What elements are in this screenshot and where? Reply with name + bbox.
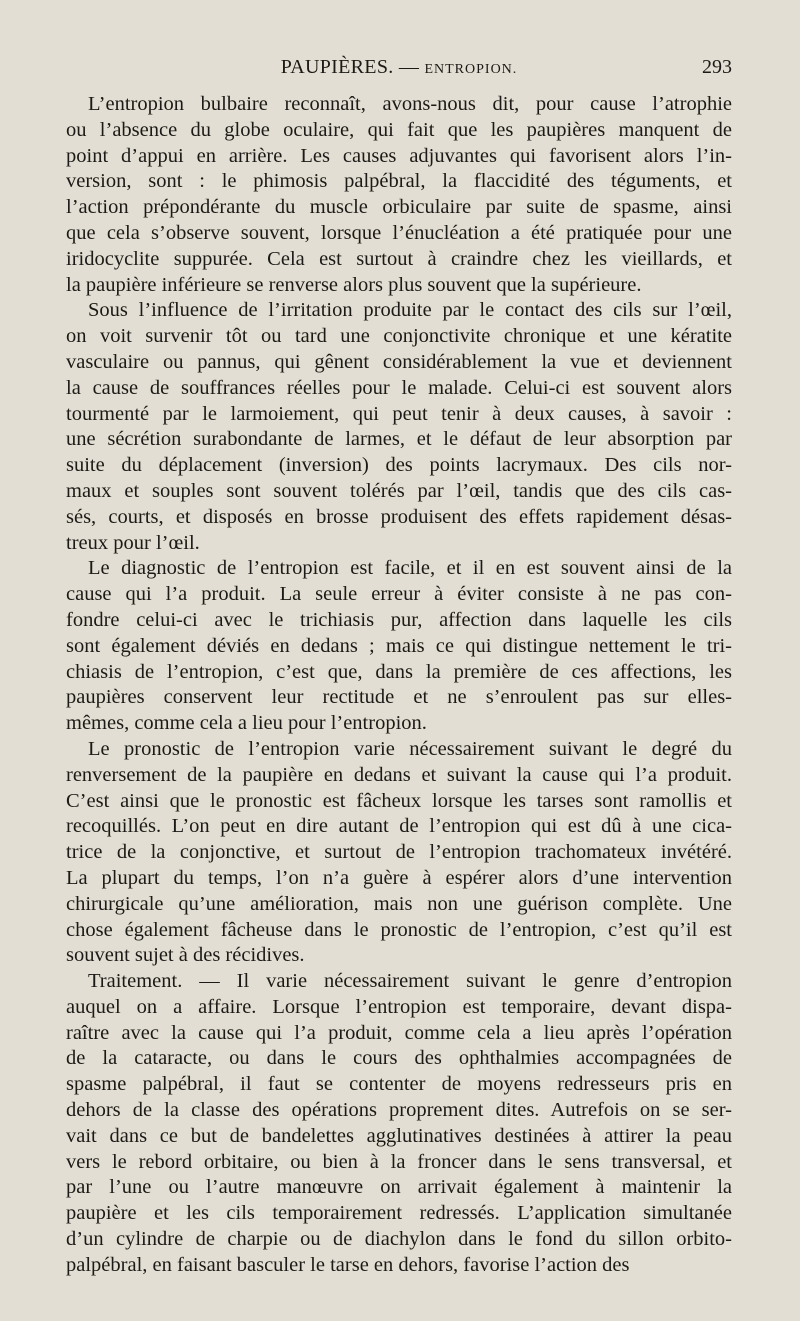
text-line: Traitement. — Il varie nécessairement suivant le genre d’entropion [88, 970, 732, 993]
text-line: Sous l’influence de l’irritation produite par le contact des cils sur l’œil, [88, 299, 732, 322]
text-line: dehors de la classe des opérations proprement dites. Autrefois on se ser- [66, 1099, 732, 1122]
text-line: vasculaire ou pannus, qui gênent considérablement la vue et deviennent [66, 350, 732, 373]
text-line: par l’une ou l’autre manœuvre on arrivait également à maintenir la [66, 1176, 732, 1199]
text-line: paupière et les cils temporairement redressés. L’application simultanée [66, 1202, 732, 1225]
text-line: treux pour l’œil. [66, 531, 200, 554]
text-line: Le pronostic de l’entropion varie nécessairement suivant le degré du [88, 737, 732, 760]
text-line: de la cataracte, ou dans le cours des ophthalmies accompagnées de [66, 1047, 732, 1070]
text-line: L’entropion bulbaire reconnaît, avons-nous dit, pour cause l’atrophie [88, 93, 732, 115]
text-line: paupières conservent leur rectitude et ne s’enroulent pas sur elles- [66, 686, 732, 709]
text-line: chirurgicale qu’une amélioration, mais non une guérison complète. Une [66, 892, 732, 915]
running-title-text: PAUPIÈRES. — [280, 56, 425, 78]
text-line: Le diagnostic de l’entropion est facile, et il en est souvent ainsi de la [88, 557, 732, 580]
text-line: sont également déviés en dedans ; mais ce qui distingue nettement le tri- [66, 634, 732, 657]
text-line: une sécrétion surabondante de larmes, et le défaut de leur absorption par [66, 428, 732, 451]
running-subtitle: ENTROPION. [424, 62, 518, 77]
text-line: maux et souples sont souvent tolérés par l’œil, tandis que des cils cas- [66, 479, 732, 502]
text-line: sés, courts, et disposés en brosse produisent des effets rapidement désas- [66, 505, 732, 528]
text-line: spasme palpébral, il faut se contenter de moyens redresseurs pris en [66, 1073, 732, 1096]
text-line: souvent sujet à des récidives. [66, 944, 305, 967]
text-line: ou l’absence du globe oculaire, qui fait que les paupières manquent de [66, 118, 732, 141]
paragraph [66, 298, 732, 556]
text-line: C’est ainsi que le pronostic est fâcheux lorsque les tarses sont ramollis et [66, 789, 732, 812]
text-line: palpébral, en faisant basculer le tarse en dehors, favorise l’action des [66, 1253, 630, 1276]
text-line: l’action prépondérante du muscle orbiculaire par suite de spasme, ainsi [66, 196, 732, 219]
page-number: 293 [702, 56, 732, 78]
body-text [66, 92, 732, 1279]
running-header [66, 56, 732, 86]
text-line: chose également fâcheuse dans le pronostic de l’entropion, c’est qu’il est [66, 918, 732, 941]
text-line: tourmenté par le larmoiement, qui peut tenir à deux causes, à savoir : [66, 402, 732, 425]
text-line: raître avec la cause qui l’a produit, comme cela a lieu après l’opération [66, 1021, 732, 1044]
text-line: auquel on a affaire. Lorsque l’entropion est temporaire, devant dispa- [66, 995, 732, 1018]
text-line: fondre celui-ci avec le trichiasis pur, affection dans laquelle les cils [66, 608, 732, 631]
text-line: chiasis de l’entropion, c’est que, dans la première de ces affections, les [66, 660, 732, 683]
text-line: iridocyclite suppurée. Cela est surtout à craindre chez les vieillards, et [66, 247, 732, 270]
text-line: trice de la conjonctive, et surtout de l’entropion trachomateux invétéré. [66, 841, 732, 864]
paragraph [66, 737, 732, 969]
text-line: point d’appui en arrière. Les causes adjuvantes qui favorisent alors l’in- [66, 144, 732, 167]
paragraph [66, 92, 732, 298]
running-title [66, 56, 732, 79]
text-line: mêmes, comme cela a lieu pour l’entropion. [66, 712, 427, 735]
paragraph [66, 556, 732, 737]
text-line: la cause de souffrances réelles pour le malade. Celui-ci est souvent alors [66, 376, 732, 399]
text-line: vait dans ce but de bandelettes agglutinatives destinées à attirer la peau [66, 1124, 732, 1147]
text-line: vers le rebord orbitaire, ou bien à la froncer dans le sens transversal, et [66, 1150, 732, 1173]
text-line: d’un cylindre de charpie ou de diachylon dans le fond du sillon orbito- [66, 1228, 732, 1251]
paragraph [66, 969, 732, 1279]
text-line: cause qui l’a produit. La seule erreur à éviter consiste à ne pas con- [66, 583, 732, 606]
text-line: on voit survenir tôt ou tard une conjonctivite chronique et une kératite [66, 325, 732, 348]
text-line: que cela s’observe souvent, lorsque l’énucléation a été pratiquée pour une [66, 221, 732, 244]
text-line: La plupart du temps, l’on n’a guère à espérer alors d’une intervention [66, 866, 732, 889]
text-line: recoquillés. L’on peut en dire autant de l’entropion qui est dû à une cica- [66, 815, 732, 838]
text-line: renversement de la paupière en dedans et suivant la cause qui l’a produit. [66, 763, 732, 786]
text-line: suite du déplacement (inversion) des points lacrymaux. Des cils nor- [66, 454, 732, 477]
text-line: la paupière inférieure se renverse alors plus souvent que la supérieure. [66, 273, 642, 296]
text-line: version, sont : le phimosis palpébral, la flaccidité des téguments, et [66, 170, 732, 193]
